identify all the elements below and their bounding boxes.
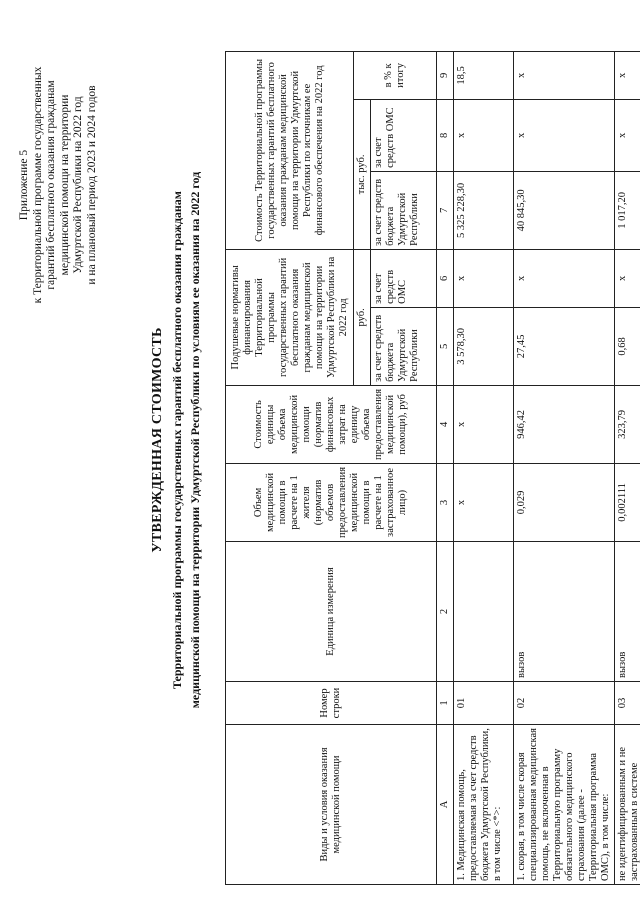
cell-unit-cost: х <box>454 385 514 463</box>
column-number: А <box>437 725 454 885</box>
cell-per-capita-oms: х <box>454 249 514 307</box>
cell-volume: 0,029 <box>514 463 615 541</box>
header-unit-thous-rub: тыс. руб. <box>354 99 371 249</box>
column-number: 6 <box>437 249 454 307</box>
cell-per-capita-budget: 0,68 <box>615 307 640 385</box>
cell-percent: х <box>615 51 640 99</box>
cell-line: 01 <box>454 682 514 725</box>
header-unit: Единица измерения <box>226 542 437 682</box>
cell-per-capita-oms: х <box>615 249 640 307</box>
column-number: 7 <box>437 171 454 249</box>
header-cost-oms: за счет средств ОМС <box>371 99 437 171</box>
cost-table <box>225 51 640 885</box>
cell-cost-budget: 40 845,30 <box>514 171 615 249</box>
appendix-line: и на плановый период 2023 и 2024 годов <box>85 85 98 285</box>
cell-cost-oms: х <box>615 99 640 171</box>
header-per-capita-oms: за счет средств ОМС <box>371 249 437 307</box>
column-number: 4 <box>437 385 454 463</box>
cell-unit-cost: 946,42 <box>514 385 615 463</box>
header-cost-budget: за счет средств бюджета Удмуртской Республики <box>371 171 437 249</box>
appendix-note <box>18 20 99 350</box>
cell-unit-cost: 323,79 <box>615 385 640 463</box>
cell-name: 1. скорая, в том числе скорая специализированная медицинская помощь, не включенная в Территориальную программу обязательного медицинского страхования (далее - Территориальная программа ОМС), в том числе: <box>514 725 615 885</box>
column-number: 8 <box>437 99 454 171</box>
header-per-capita-budget: за счет средств бюджета Удмуртской Республики <box>371 307 437 385</box>
header-kinds: Виды и условия оказания медицинской помощи <box>226 725 437 885</box>
document-heading <box>150 115 202 765</box>
header-volume: Объем медицинской помощи в расчете на 1 жителя (норматив объемов предоставления медицинской помощи в расчете на 1 застрахованное лицо) <box>226 463 437 541</box>
appendix-line: Приложение 5 <box>18 149 30 221</box>
document-subtitle-line2: медицинской помощи на территории Удмуртской Республики по условиям ее оказания на 2022 год <box>188 171 202 709</box>
cell-unit: вызов <box>514 542 615 682</box>
cell-cost-budget: 1 017,20 <box>615 171 640 249</box>
document-title: УТВЕРЖДЕННАЯ СТОИМОСТЬ <box>150 327 165 553</box>
appendix-line: гарантий бесплатного оказания гражданам <box>45 80 57 290</box>
column-number: 5 <box>437 307 454 385</box>
cell-volume: х <box>454 463 514 541</box>
table-row <box>615 51 640 884</box>
column-number: 3 <box>437 463 454 541</box>
cell-cost-oms: х <box>454 99 514 171</box>
cell-per-capita-budget: 3 578,30 <box>454 307 514 385</box>
cell-unit: вызов <box>615 542 640 682</box>
appendix-line: Удмуртской Республики на 2022 год <box>72 96 84 274</box>
cell-name: 1. Медицинская помощь, предоставляемая за счет средств бюджета Удмуртской Республики, в том числе <*>: <box>454 725 514 885</box>
cell-cost-oms: х <box>514 99 615 171</box>
cell-name: не идентифицированным и не застрахованным в системе <box>615 725 640 885</box>
cell-unit <box>454 542 514 682</box>
cell-percent: 18,5 <box>454 51 514 99</box>
cell-cost-budget: 5 325 228,30 <box>454 171 514 249</box>
column-number: 9 <box>437 51 454 99</box>
cell-per-capita-budget: 27,45 <box>514 307 615 385</box>
cell-per-capita-oms: х <box>514 249 615 307</box>
document-subtitle-line1: Территориальной программы государственных гарантий бесплатного оказания гражданам <box>170 191 184 689</box>
header-unit-rub: руб. <box>354 249 371 385</box>
appendix-line: к Территориальной программе государственных <box>31 66 44 304</box>
cell-volume: 0,002111 <box>615 463 640 541</box>
column-number: 2 <box>437 542 454 682</box>
column-number: 1 <box>437 682 454 725</box>
header-program-cost-group: Стоимость Территориальной программы государственных гарантий бесплатного оказания гражданам медицинской помощи на территории Удмуртской Республики по источникам ее финансового обеспечения на 2022 год <box>226 51 354 249</box>
header-line-number: Номер строки <box>226 682 437 725</box>
header-unit-cost: Стоимость единицы объема медицинской помощи (норматив финансовых затрат на единицу объема предоставления медицинской помощи), руб <box>226 385 437 463</box>
cell-line: 03 <box>615 682 640 725</box>
cell-percent: х <box>514 51 615 99</box>
table-row <box>514 51 615 884</box>
appendix-line: медицинской помощи на территории <box>58 94 71 276</box>
header-percent: в % к итогу <box>354 51 437 99</box>
cell-line: 02 <box>514 682 615 725</box>
table-row <box>454 51 514 884</box>
header-per-capita-group: Подушевые нормативы финансирования Территориальной программы государственных гарантий бесплатного оказания гражданам медицинской помощи на территории Удмуртской Республики на 2022 год <box>226 249 354 385</box>
